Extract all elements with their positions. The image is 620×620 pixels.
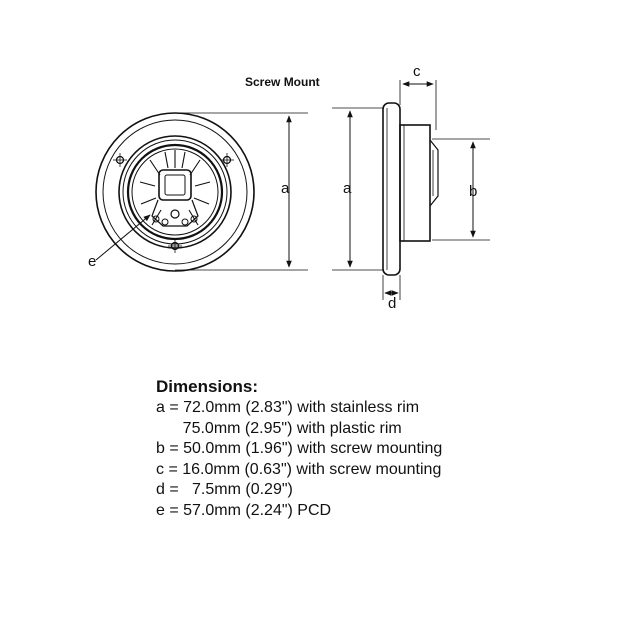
dimension-a-front [175, 113, 308, 270]
dimension-a-side [332, 108, 384, 270]
dimension-c [400, 63, 436, 130]
dimensions-heading: Dimensions: [156, 377, 259, 396]
dimension-row-a: a = 72.0mm (2.83") with stainless rim [156, 399, 420, 416]
dimension-d [383, 275, 400, 312]
dimension-row-a-alt: 75.0mm (2.95") with plastic rim [156, 419, 402, 437]
side-view [383, 103, 438, 275]
dimension-label-d: d [388, 295, 397, 312]
dimension-row-d: d = 7.5mm (0.29") [156, 481, 293, 498]
dimension-label-c: c [413, 63, 421, 80]
dimension-row-c: c = 16.0mm (0.63") with screw mounting [156, 460, 442, 478]
dimension-label-a-front: a [281, 180, 290, 197]
dimensions-table [156, 376, 442, 521]
dimension-label-e: e [88, 253, 97, 270]
dimension-label-b: b [469, 183, 478, 200]
front-view [88, 113, 254, 271]
dimension-b [432, 139, 490, 240]
dimension-row-e: e = 57.0mm (2.24") PCD [156, 501, 332, 519]
dimension-label-a-side: a [343, 180, 352, 197]
drawing-title: Screw Mount [245, 75, 320, 89]
dimension-row-b: b = 50.0mm (1.96") with screw mounting [156, 440, 443, 457]
